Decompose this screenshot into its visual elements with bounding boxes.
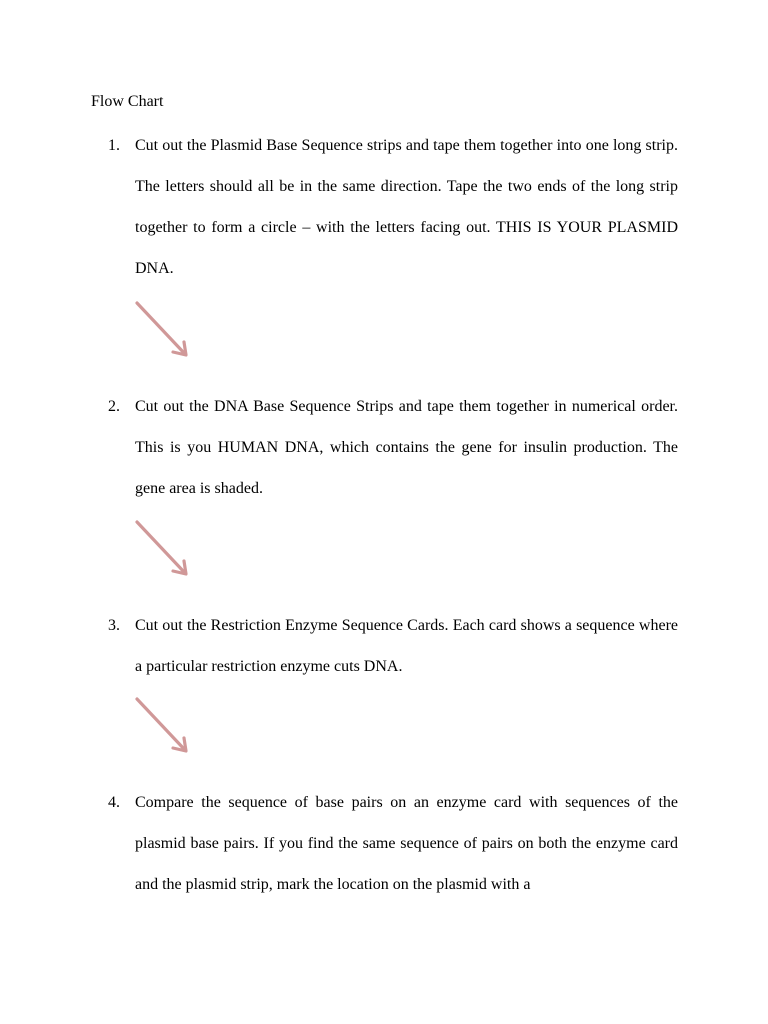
step-number: 2.: [108, 398, 120, 415]
step-text: Compare the sequence of base pairs on an enzyme card with sequences of the plasmid base pairs. If you find the same sequence of pairs on both the enzyme card and the plasmid strip, mark the location on the plasmid with a: [135, 794, 678, 893]
step-number: 3.: [108, 617, 120, 634]
down-right-arrow-icon: [133, 300, 193, 360]
step-number: 4.: [108, 794, 120, 811]
step-text: Cut out the Plasmid Base Sequence strips and tape them together into one long strip. The letters should all be in the same direction. Tape the two ends of the long strip together to form a circle – with the letters facing out. THIS IS YOUR PLASMID DNA.: [135, 137, 678, 277]
step-number: 1.: [108, 137, 120, 154]
down-right-arrow-icon: [133, 519, 193, 579]
step-text: Cut out the DNA Base Sequence Strips and tape them together in numerical order. This is you HUMAN DNA, which contains the gene for insulin production. The gene area is shaded.: [135, 398, 678, 497]
down-right-arrow-icon: [133, 696, 193, 756]
document-title: Flow Chart: [91, 93, 164, 110]
step-text: Cut out the Restriction Enzyme Sequence Cards. Each card shows a sequence where a particular restriction enzyme cuts DNA.: [135, 617, 678, 675]
